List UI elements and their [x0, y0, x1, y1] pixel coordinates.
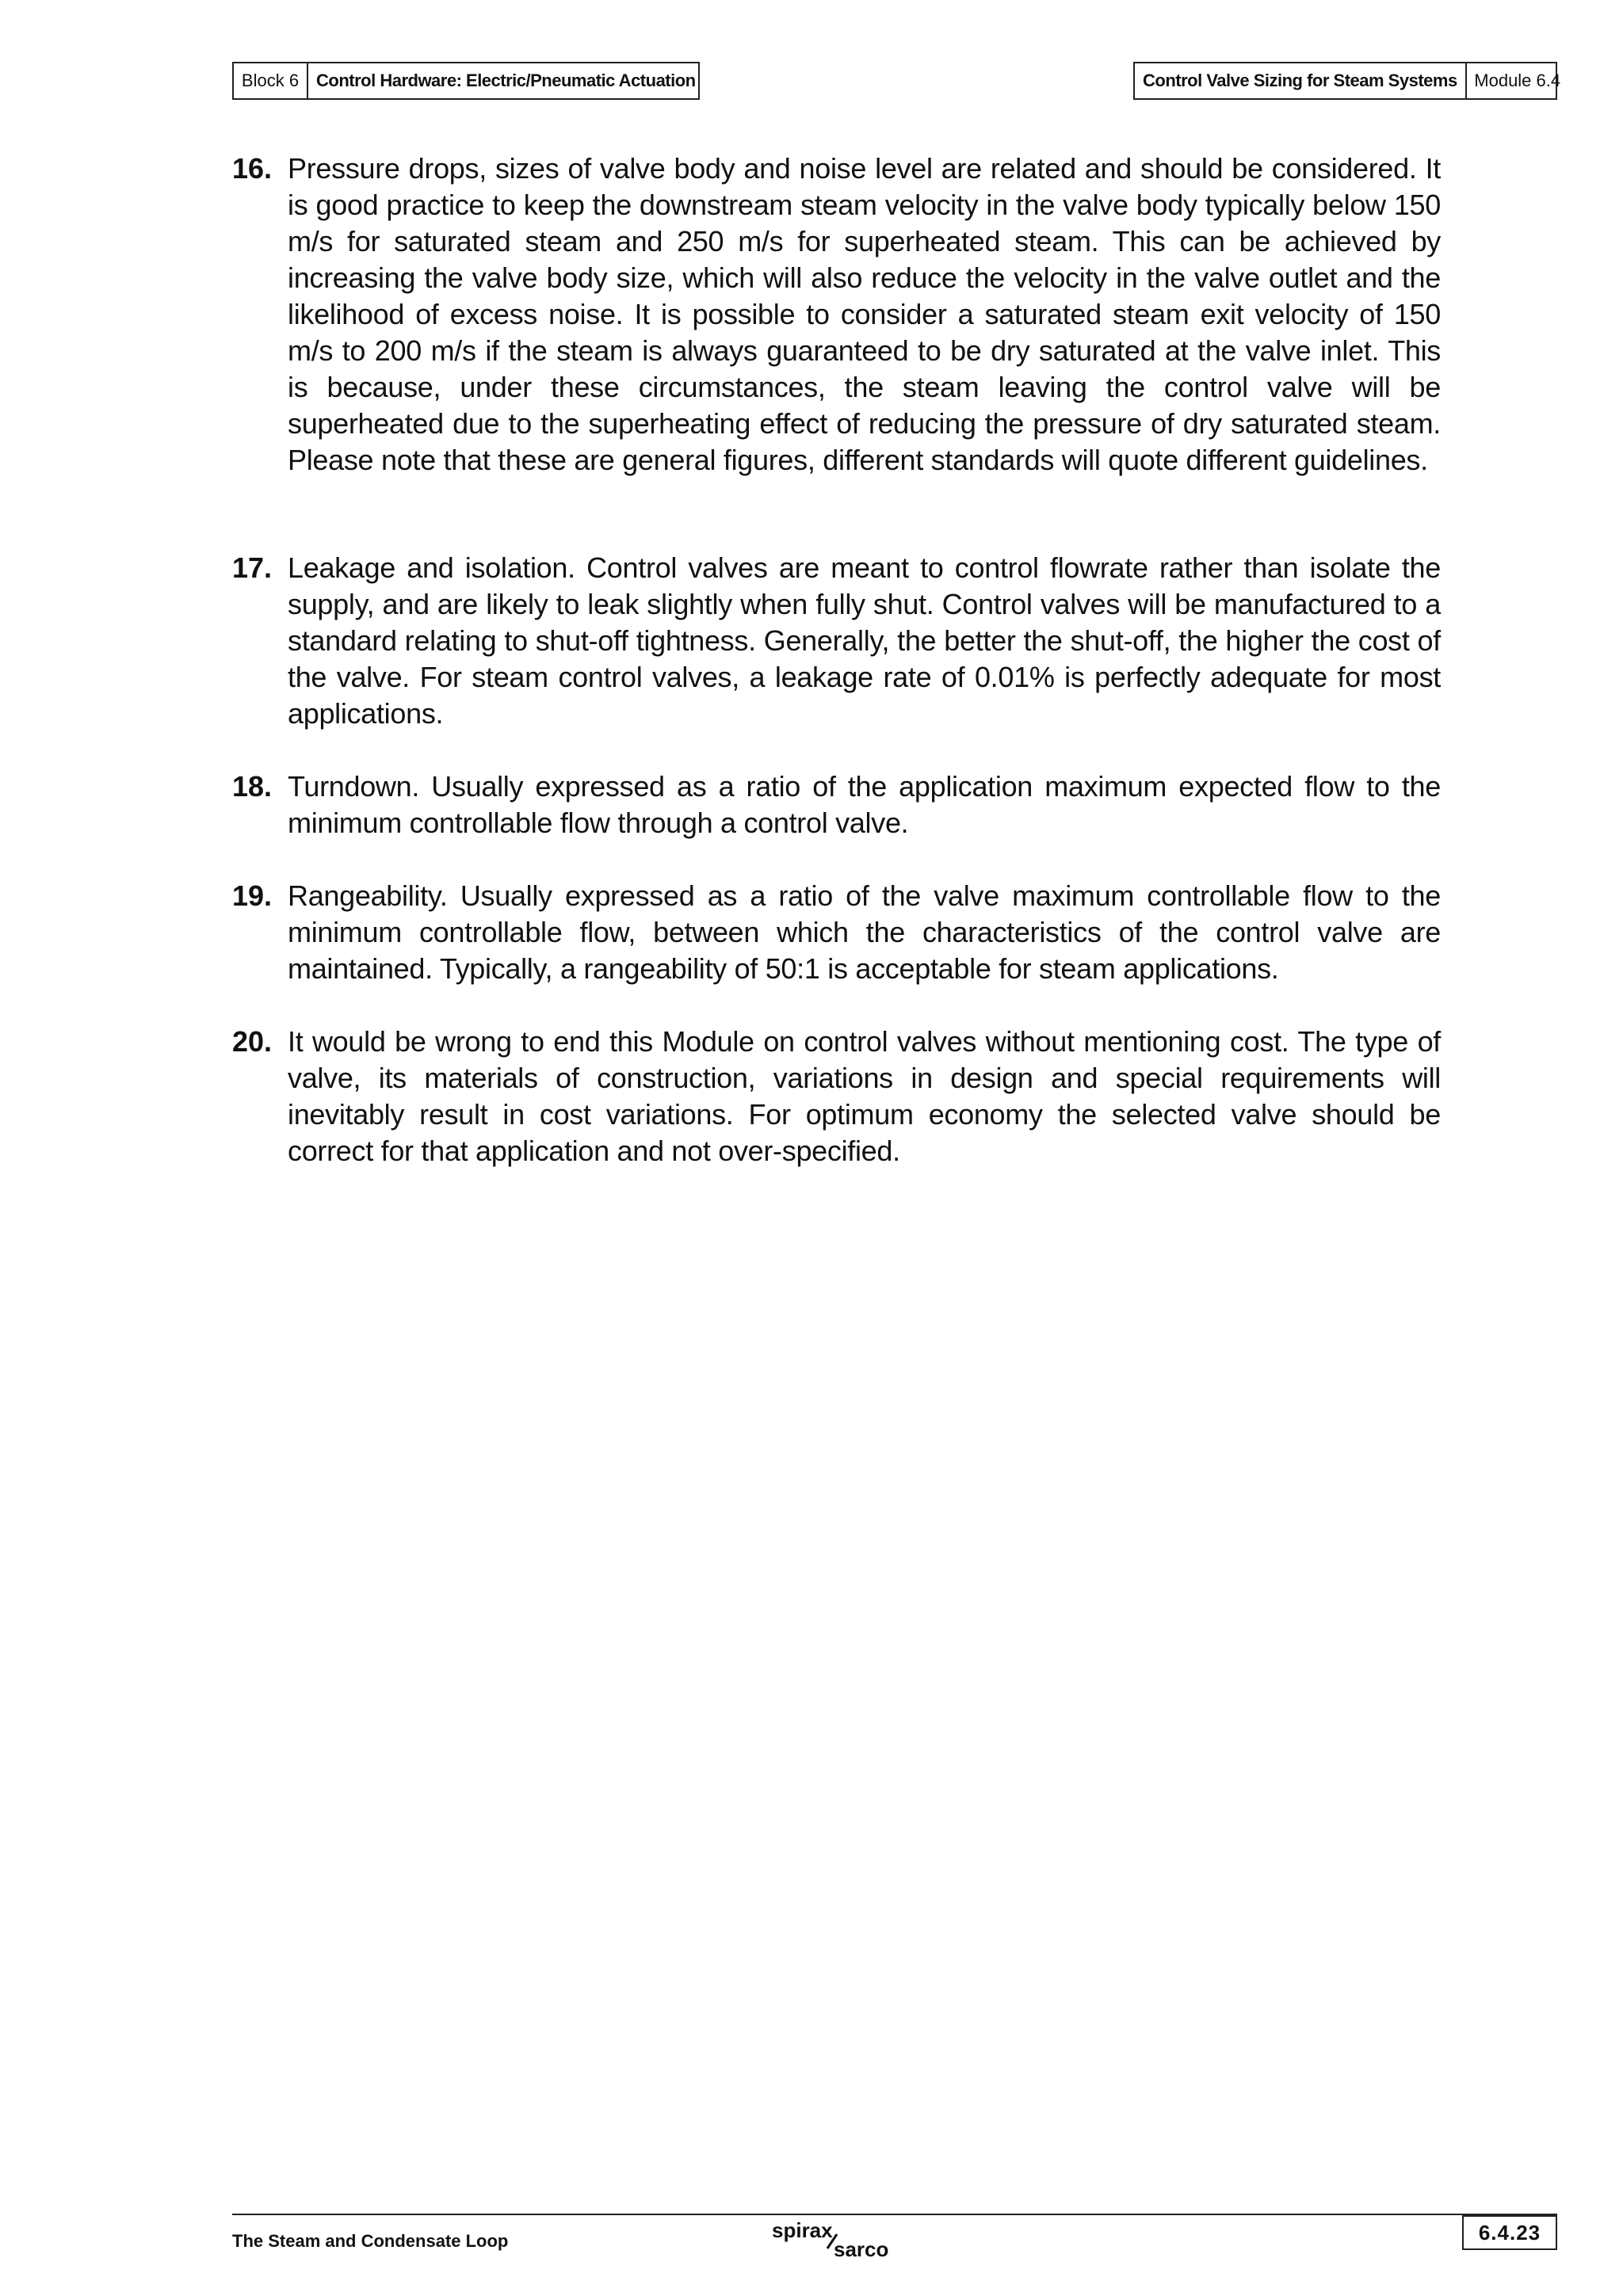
list-item	[232, 769, 1445, 841]
item-text: Pressure drops, sizes of valve body and noise level are related and should be considered. It is good practice to keep the downstream steam velocity in the valve body typically below 150 m/s for saturated steam and 250 m/s for superheated steam. This can be achieved by increasing the valve body size, which will also reduce the velocity in the valve outlet and the likelihood of excess noise. It is possible to consider a saturated steam exit velocity of 150 m/s to 200 m/s if the steam is always guaranteed to be dry saturated at the valve inlet. This is because, under these circumstances, the steam leaving the control valve will be superheated due to the superheating effect of reducing the pressure of dry saturated steam. Please note that these are general figures, different standards will quote different guidelines.	[288, 152, 1441, 476]
list-item	[232, 151, 1445, 479]
block-header	[232, 62, 700, 100]
page-number: 6.4.23	[1462, 2215, 1557, 2250]
block-title: Control Hardware: Electric/Pneumatic Actuation	[307, 63, 704, 98]
spirax-sarco-logo	[770, 2217, 905, 2264]
module-label: Module 6.4	[1465, 63, 1568, 98]
item-number: 16.	[232, 152, 273, 185]
item-text: Turndown. Usually expressed as a ratio of the application maximum expected flow to the minimum controllable flow through a control valve.	[288, 770, 1441, 839]
item-number: 18.	[232, 770, 273, 803]
item-text: Rangeability. Usually expressed as a ratio of the valve maximum controllable flow to the minimum controllable flow, between which the characteristics of the control valve are maintained. Typically, a rangeability of 50:1 is acceptable for steam applications.	[288, 879, 1441, 985]
footer-title: The Steam and Condensate Loop	[232, 2231, 509, 2251]
footer-divider	[232, 2214, 1557, 2215]
list-item	[232, 1024, 1445, 1169]
logo-text-top: spirax	[772, 2218, 833, 2242]
module-header	[1133, 62, 1561, 100]
list-item	[232, 878, 1445, 987]
item-number: 17.	[232, 551, 273, 584]
item-number: 20.	[232, 1025, 273, 1058]
block-label: Block 6	[241, 71, 300, 90]
module-title: Control Valve Sizing for Steam Systems	[1143, 71, 1457, 90]
item-text: Leakage and isolation. Control valves are meant to control flowrate rather than isolate the supply, and are likely to leak slightly when fully shut. Control valves will be manufactured to a standard relating to shut-off tightness. Generally, the better the shut-off, the higher the cost of the valve. For steam control valves, a leakage rate of 0.01% is perfectly adequate for most applications.	[288, 551, 1441, 730]
list-item	[232, 550, 1445, 732]
logo-text-bottom: sarco	[834, 2237, 889, 2261]
item-number: 19.	[232, 879, 273, 912]
item-text: It would be wrong to end this Module on control valves without mentioning cost. The type of valve, its materials of construction, variations in design and special requirements will inevitably result in cost variations. For optimum economy the selected valve should be correct for that application and not over-specified.	[288, 1025, 1441, 1167]
